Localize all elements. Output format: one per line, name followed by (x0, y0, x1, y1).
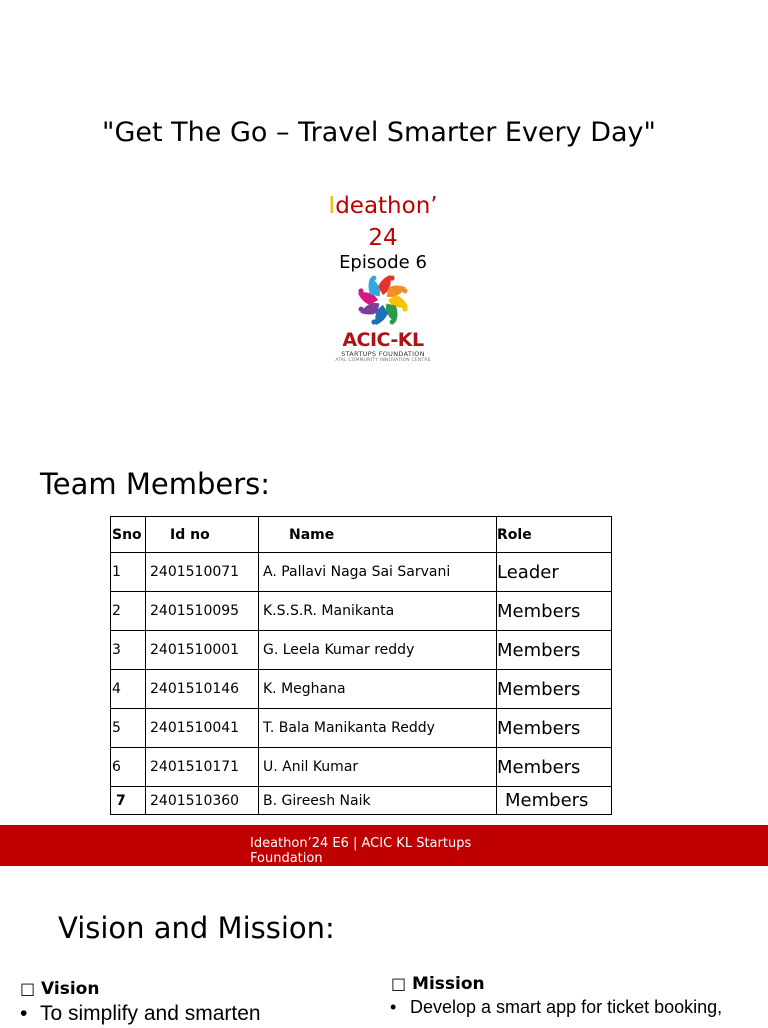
footer-text: Ideathon’24 E6 | ACIC KL Startups Foundation (250, 836, 472, 866)
vision-bullet-text: To simplify and smarten (40, 1002, 261, 1025)
table-row (111, 553, 612, 592)
logo-dot (371, 319, 376, 324)
cell-name: A. Pallavi Naga Sai Sarvani (259, 553, 497, 592)
event-year: 24 (368, 225, 398, 251)
cell-name: K. Meghana (259, 670, 497, 709)
vision-label-text: Vision (41, 979, 100, 999)
team-members-table (110, 516, 612, 815)
table-row (111, 631, 612, 670)
bullet-icon: • (20, 1002, 28, 1025)
logo-dot (402, 306, 407, 311)
table-row (111, 670, 612, 709)
cell-role: Members (497, 748, 612, 787)
cell-sno: 6 (111, 748, 146, 787)
cell-name: T. Bala Manikanta Reddy (259, 709, 497, 748)
table-row (111, 787, 612, 815)
cell-sno: 2 (111, 592, 146, 631)
cell-id: 2401510095 (146, 592, 259, 631)
table-row (111, 592, 612, 631)
table-row (111, 709, 612, 748)
mission-label (391, 973, 485, 995)
cell-id: 2401510071 (146, 553, 259, 592)
logo-dot (358, 288, 363, 293)
column-header-name: Name (259, 517, 497, 553)
cell-role: Members (497, 787, 612, 815)
column-header-sno: Sno (111, 517, 146, 553)
vision-label (20, 978, 99, 1000)
checkbox-icon: □ (391, 974, 407, 993)
cell-sno: 4 (111, 670, 146, 709)
event-name (300, 190, 466, 254)
cell-sno: 3 (111, 631, 146, 670)
cell-name: G. Leela Kumar reddy (259, 631, 497, 670)
mission-bullet-text: Develop a smart app for ticket booking, (410, 997, 723, 1017)
table-row (111, 748, 612, 787)
cell-id: 2401510146 (146, 670, 259, 709)
column-header-role: Role (497, 517, 612, 553)
logo-subtitle: STARTUPS FOUNDATION (341, 350, 425, 358)
logo-dot (389, 275, 394, 280)
mission-bullet (390, 995, 722, 1019)
checkbox-icon: □ (20, 979, 36, 998)
page-title: "Get The Go – Travel Smarter Every Day" (102, 117, 656, 148)
cell-sno: 7 (111, 787, 146, 815)
cell-role: Members (497, 670, 612, 709)
cell-role: Members (497, 592, 612, 631)
logo-subtitle-secondary: ATAL COMMUNITY INNOVATION CENTRE (335, 358, 431, 363)
bullet-icon: • (390, 997, 397, 1017)
logo-text: ACIC-KL (342, 329, 424, 351)
episode-label: Episode 6 (339, 252, 427, 273)
cell-name: B. Gireesh Naik (259, 787, 497, 815)
table-header-row (111, 517, 612, 553)
cell-sno: 1 (111, 553, 146, 592)
event-name-first-letter: I (328, 193, 336, 219)
vision-mission-heading: Vision and Mission: (58, 911, 335, 945)
cell-id: 2401510001 (146, 631, 259, 670)
cell-sno: 5 (111, 709, 146, 748)
cell-role: Members (497, 709, 612, 748)
cell-name: K.S.S.R. Manikanta (259, 592, 497, 631)
cell-id: 2401510360 (146, 787, 259, 815)
column-header-id: Id no (146, 517, 259, 553)
team-members-heading: Team Members: (40, 467, 271, 501)
mission-label-text: Mission (412, 974, 485, 994)
cell-id: 2401510171 (146, 748, 259, 787)
cell-id: 2401510041 (146, 709, 259, 748)
event-name-rest: deathon’ (335, 193, 438, 219)
cell-name: U. Anil Kumar (259, 748, 497, 787)
cell-role: Leader (497, 553, 612, 592)
cell-role: Members (497, 631, 612, 670)
